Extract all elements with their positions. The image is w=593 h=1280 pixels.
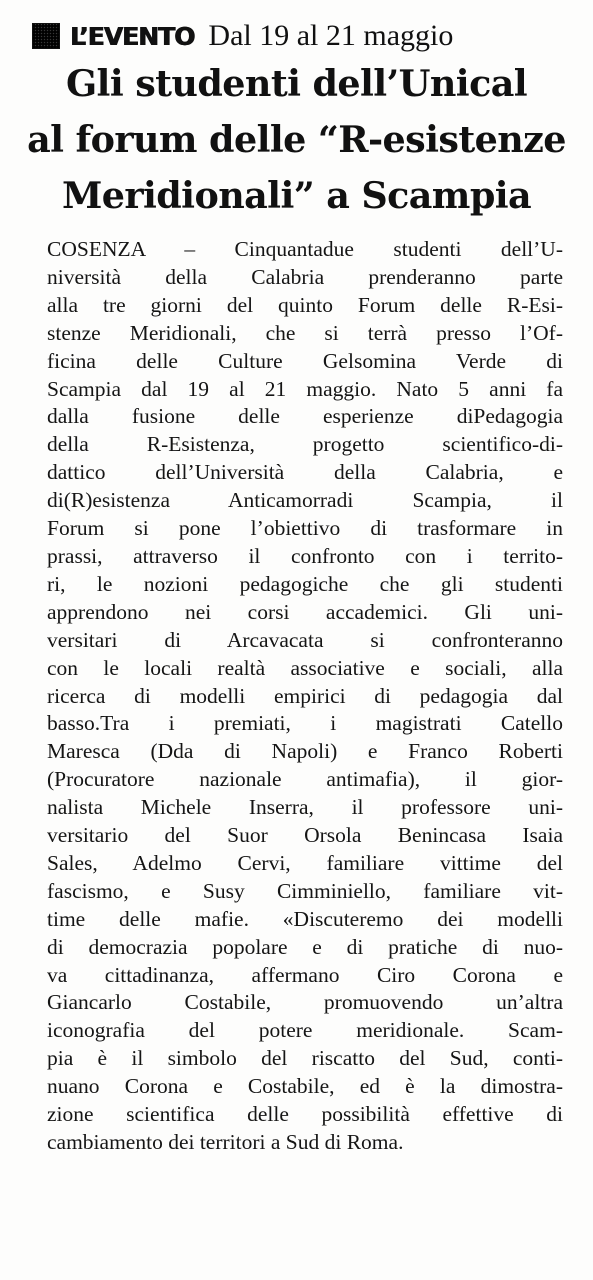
event-date: Dal 19 al 21 maggio (208, 19, 454, 52)
headline-line: Gli studenti dell’Unical (65, 62, 528, 105)
article-line: Sales, Adelmo Cervi, familiare vittime del (47, 850, 563, 875)
article-line: prassi, attraverso il confronto con i territo- (47, 543, 563, 568)
article-line: dattico dell’Università della Calabria, e (47, 460, 563, 485)
article-line: va cittadinanza, affermano Ciro Corona e (47, 962, 563, 987)
article-line: Maresca (Dda di Napoli) e Franco Roberti (47, 739, 563, 764)
kicker-row (32, 16, 552, 56)
article-line: versitario del Suor Orsola Benincasa Isaia (47, 823, 563, 848)
article-line: nuano Corona e Costabile, ed è la dimostra- (47, 1074, 563, 1099)
article-line: basso.Tra i premiati, i magistrati Catello (47, 711, 563, 736)
article-body (47, 236, 563, 1157)
article-line: iconografia del potere meridionale. Scam- (47, 1018, 563, 1043)
article-line: della R-Esistenza, progetto scientifico-di- (47, 432, 563, 457)
article-line: (Procuratore nazionale antimafia), il gior- (47, 767, 563, 792)
article-line: time delle mafie. «Discuteremo dei modelli (47, 906, 563, 931)
article-line: ricerca di modelli empirici di pedagogia dal (47, 683, 563, 708)
article-line: Scampia dal 19 al 21 maggio. Nato 5 anni fa (47, 376, 563, 401)
article-line: niversità della Calabria prenderanno parte (47, 264, 563, 289)
article-line: dalla fusione delle esperienze diPedagogia (47, 404, 563, 429)
article-line: nalista Michele Inserra, il professore uni- (47, 795, 563, 820)
article-line: ficina delle Culture Gelsomina Verde di (47, 348, 563, 373)
article-line: fascismo, e Susy Cimminiello, familiare vit- (47, 878, 563, 903)
article-line: alla tre giorni del quinto Forum delle R-Esi- (47, 292, 563, 317)
article-line: apprendono nei corsi accademici. Gli uni- (47, 599, 563, 624)
article-line: pia è il simbolo del riscatto del Sud, conti- (47, 1046, 563, 1071)
headline-line: Meridionali” a Scampia (61, 174, 532, 217)
article-line: ri, le nozioni pedagogiche che gli studenti (47, 571, 563, 596)
article-line: COSENZA – Cinquantadue studenti dell’U- (47, 237, 563, 261)
article-line: Forum si pone l’obiettivo di trasformare in (47, 516, 563, 541)
section-label: L’EVENTO (70, 21, 195, 51)
headline (24, 56, 569, 224)
article-line: stenze Meridionali, che si terrà presso l’Of- (47, 320, 563, 345)
section-square-icon (32, 23, 60, 49)
article-line: di democrazia popolare e di pratiche di nuo- (47, 934, 563, 959)
article-line: di(R)esistenza Anticamorradi Scampia, il (47, 488, 563, 513)
article-line: cambiamento dei territori a Sud di Roma. (47, 1130, 404, 1154)
article-line: zione scientifica delle possibilità effettive di (47, 1102, 563, 1127)
article-line: Giancarlo Costabile, promuovendo un’altra (47, 990, 563, 1015)
headline-line: al forum delle “R-esistenze (27, 118, 566, 161)
article-line: con le locali realtà associative e sociali, alla (47, 655, 563, 680)
article-line: versitari di Arcavacata si confronteranno (47, 627, 563, 652)
